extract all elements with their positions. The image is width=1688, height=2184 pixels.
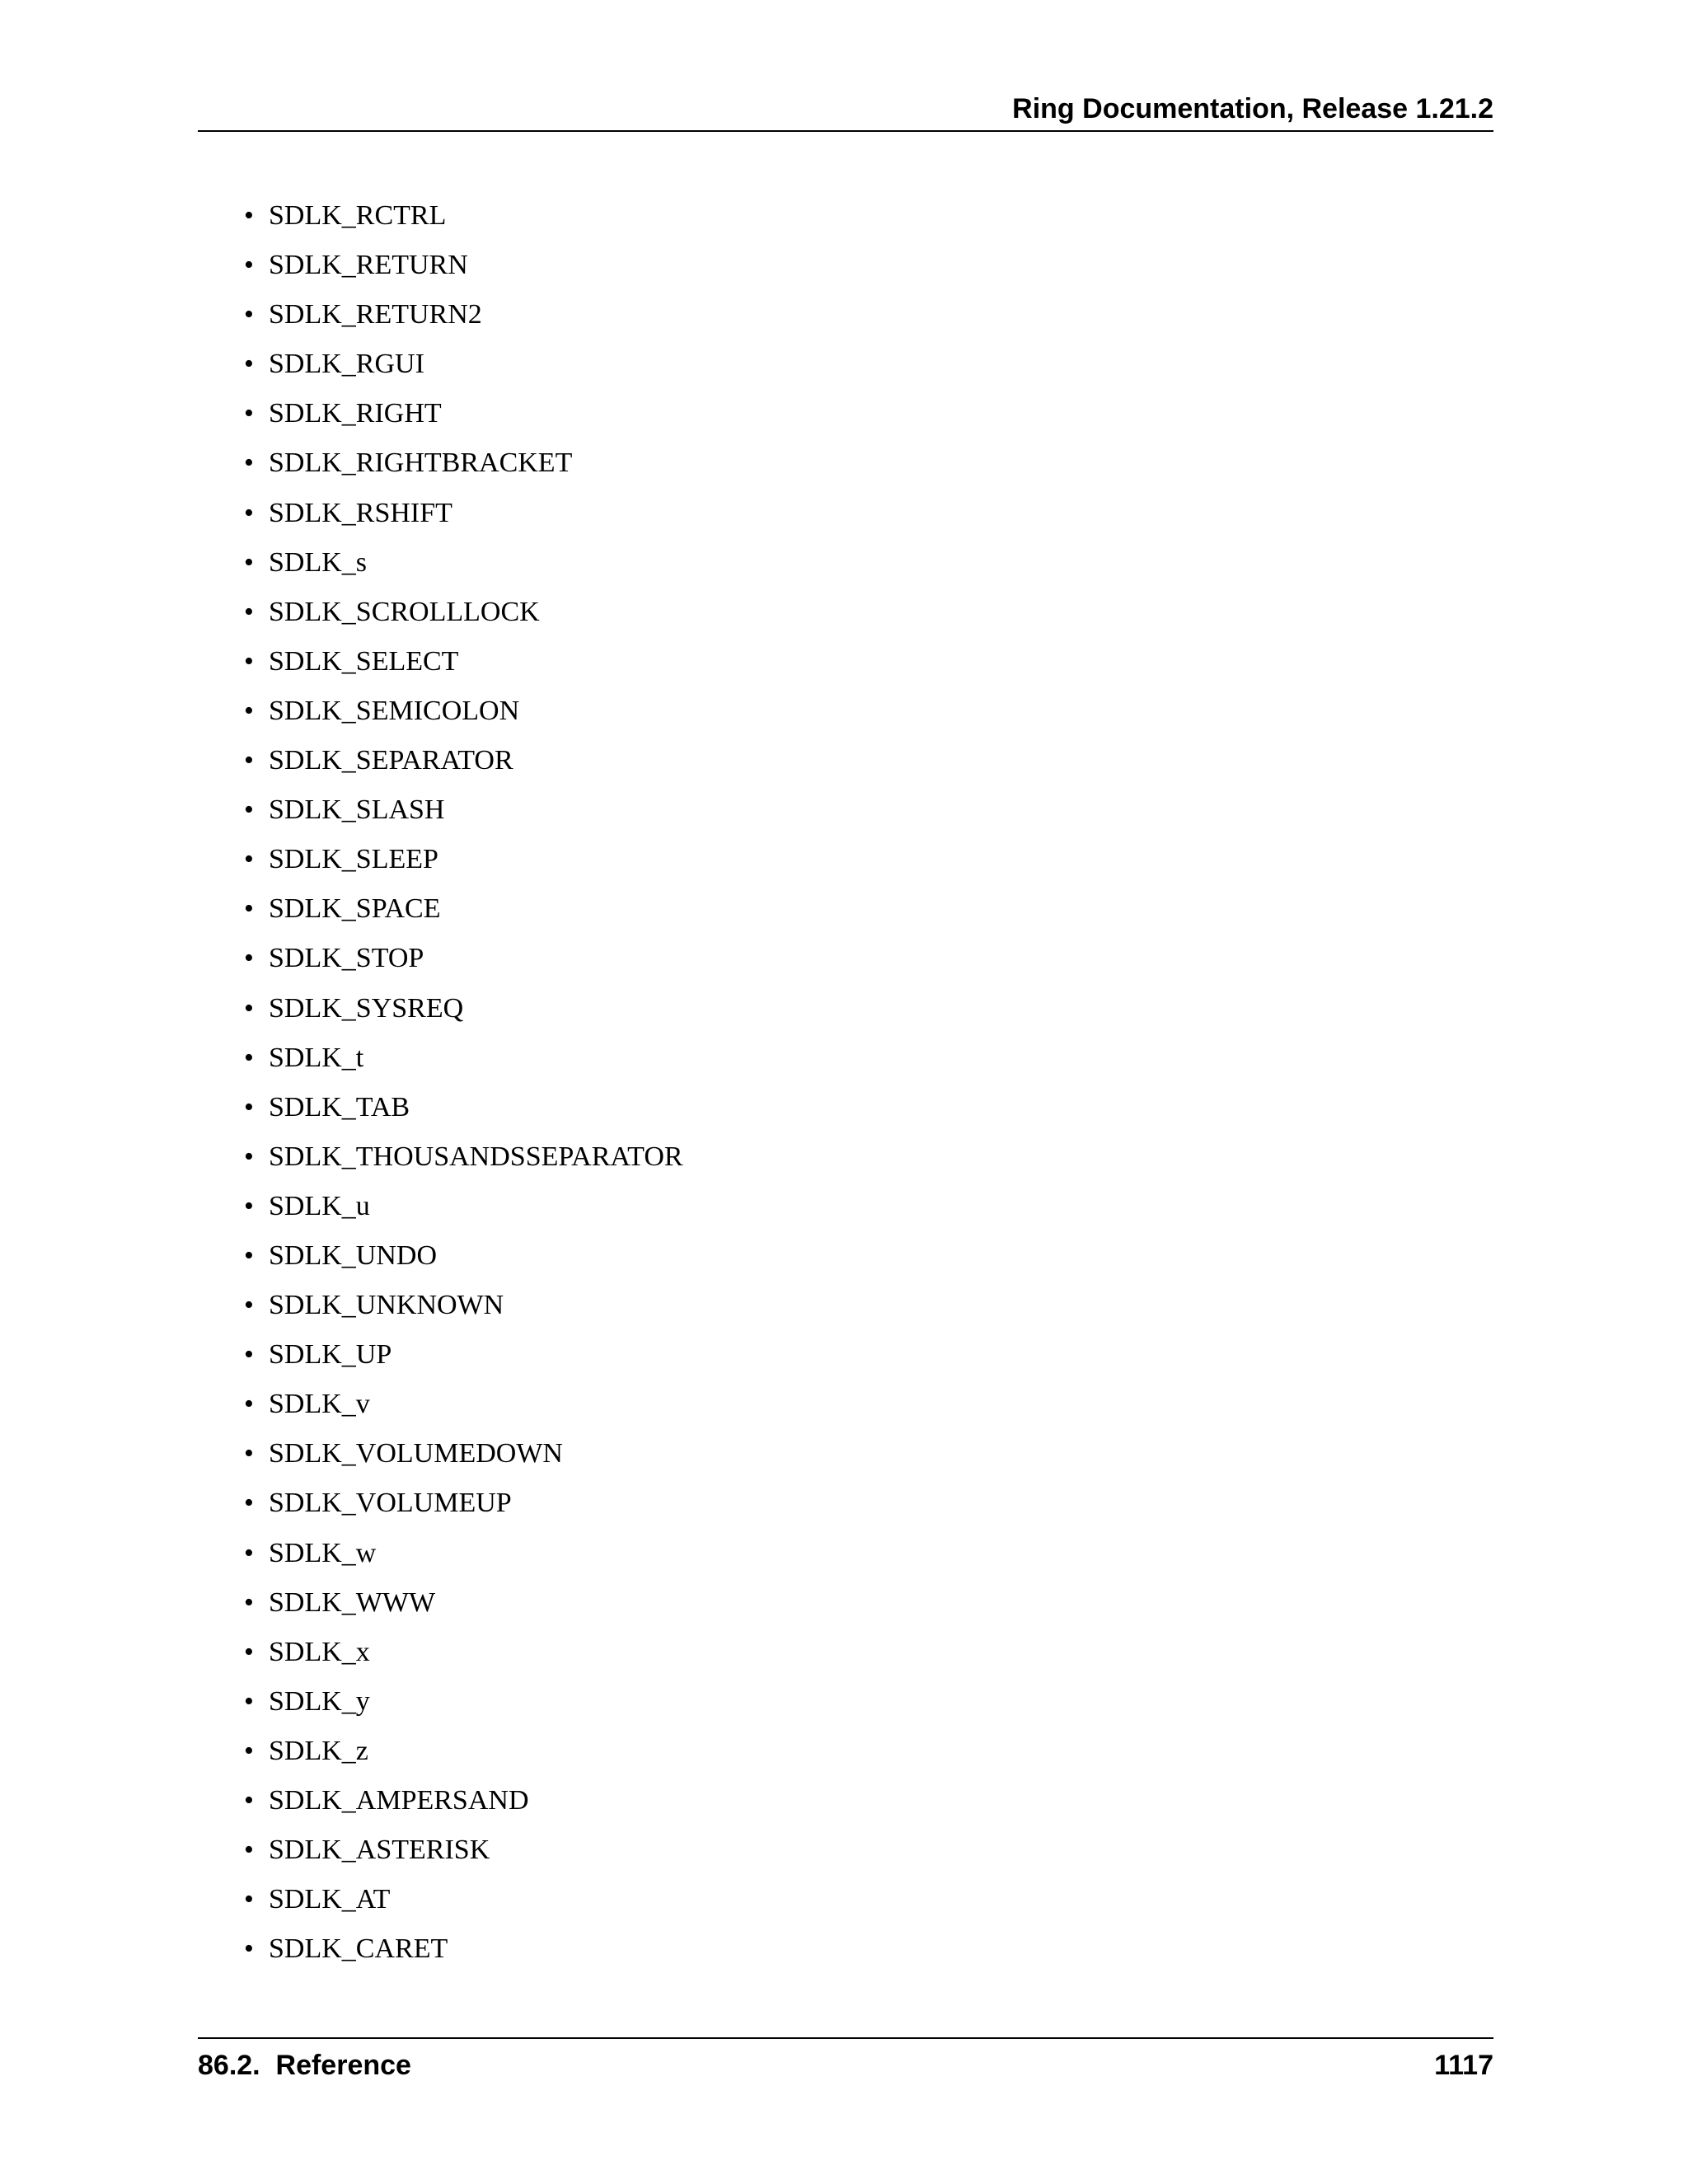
list-item [236, 987, 683, 1037]
list-item-label: SDLK_RETURN2 [269, 299, 482, 330]
list-item-label: SDLK_ASTERISK [269, 1835, 490, 1866]
list-item-label: SDLK_UNDO [269, 1240, 437, 1271]
bullet-icon: • [244, 1438, 254, 1469]
list-item-label: SDLK_UP [269, 1339, 392, 1371]
bullet-icon: • [244, 893, 254, 925]
list-item [236, 442, 683, 491]
list-item-label: SDLK_RIGHT [269, 398, 442, 429]
bullet-icon: • [244, 1785, 254, 1816]
bullet-icon: • [244, 1537, 254, 1568]
bullet-icon: • [244, 497, 254, 528]
list-item-label: SDLK_THOUSANDSSEPARATOR [269, 1141, 683, 1172]
bullet-icon: • [244, 1884, 254, 1915]
list-item [236, 492, 683, 541]
list-item-label: SDLK_y [269, 1685, 370, 1717]
list-item-label: SDLK_VOLUMEDOWN [269, 1438, 563, 1469]
list-item [236, 392, 683, 442]
list-item-label: SDLK_SLEEP [269, 844, 438, 875]
list-item [236, 1680, 683, 1730]
list-item [236, 1235, 683, 1284]
list-item [236, 343, 683, 392]
bullet-icon: • [244, 794, 254, 826]
list-item-label: SDLK_t [269, 1042, 364, 1073]
bullet-icon: • [244, 299, 254, 330]
bullet-icon: • [244, 1735, 254, 1766]
list-item [236, 789, 683, 838]
bullet-icon: • [244, 943, 254, 974]
list-item [236, 739, 683, 789]
bullet-icon: • [244, 992, 254, 1024]
list-item [236, 541, 683, 591]
list-item-label: SDLK_AT [269, 1884, 391, 1915]
list-item [236, 1037, 683, 1086]
list-item-label: SDLK_SELECT [269, 645, 459, 677]
list-item-label: SDLK_AMPERSAND [269, 1785, 529, 1816]
bullet-icon: • [244, 1091, 254, 1122]
list-item [236, 244, 683, 293]
list-item-label: SDLK_SLASH [269, 794, 445, 826]
bullet-icon: • [244, 1933, 254, 1965]
list-item-label: SDLK_UNKNOWN [269, 1290, 504, 1321]
list-item [236, 194, 683, 244]
bullet-icon: • [244, 200, 254, 231]
list-item [236, 1730, 683, 1779]
list-item [236, 1185, 683, 1235]
list-item [236, 690, 683, 739]
bullet-icon: • [244, 398, 254, 429]
list-item-label: SDLK_VOLUMEUP [269, 1488, 512, 1519]
list-item-label: SDLK_WWW [269, 1586, 436, 1618]
list-item [236, 1878, 683, 1928]
bullet-icon: • [244, 1488, 254, 1519]
bullet-icon: • [244, 844, 254, 875]
list-item-label: SDLK_u [269, 1190, 370, 1221]
list-item [236, 1333, 683, 1383]
list-item-label: SDLK_x [269, 1636, 370, 1667]
list-item-label: SDLK_RSHIFT [269, 497, 452, 528]
bullet-icon: • [244, 448, 254, 479]
list-item [236, 640, 683, 690]
list-item-label: SDLK_RETURN [269, 250, 468, 281]
list-item-label: SDLK_RGUI [269, 349, 424, 380]
bullet-icon: • [244, 645, 254, 677]
bullet-icon: • [244, 1190, 254, 1221]
list-item [236, 1928, 683, 1977]
list-item-label: SDLK_SYSREQ [269, 992, 464, 1024]
list-item [236, 1779, 683, 1829]
section-reference: 86.2. Reference [198, 2050, 411, 2081]
bullet-icon: • [244, 1586, 254, 1618]
page-number: 1117 [1434, 2050, 1493, 2081]
bullet-icon: • [244, 695, 254, 726]
list-item [236, 1136, 683, 1185]
bullet-icon: • [244, 1835, 254, 1866]
bullet-icon: • [244, 745, 254, 776]
list-item [236, 1631, 683, 1680]
bullet-icon: • [244, 1042, 254, 1073]
bullet-icon: • [244, 1685, 254, 1717]
list-item [236, 937, 683, 987]
list-item [236, 1086, 683, 1136]
list-item [236, 1432, 683, 1482]
list-item [236, 1532, 683, 1582]
list-item-label: SDLK_STOP [269, 943, 424, 974]
list-item-label: SDLK_SEPARATOR [269, 745, 513, 776]
list-item [236, 1582, 683, 1631]
list-item-label: SDLK_RCTRL [269, 200, 447, 231]
list-item-label: SDLK_RIGHTBRACKET [269, 448, 573, 479]
list-item [236, 1383, 683, 1432]
bullet-icon: • [244, 596, 254, 627]
list-item-label: SDLK_CARET [269, 1933, 448, 1965]
bullet-icon: • [244, 349, 254, 380]
page-header [198, 89, 1493, 132]
list-item-label: SDLK_z [269, 1735, 368, 1766]
list-item [236, 591, 683, 640]
list-item-label: SDLK_SCROLLLOCK [269, 596, 540, 627]
list-item-label: SDLK_v [269, 1389, 370, 1420]
bullet-icon: • [244, 250, 254, 281]
bullet-icon: • [244, 1389, 254, 1420]
bullet-icon: • [244, 546, 254, 578]
list-item-label: SDLK_TAB [269, 1091, 410, 1122]
bullet-icon: • [244, 1290, 254, 1321]
list-item [236, 838, 683, 888]
bullet-icon: • [244, 1636, 254, 1667]
page-footer [198, 2037, 1493, 2088]
list-item-label: SDLK_w [269, 1537, 377, 1568]
list-item-label: SDLK_SPACE [269, 893, 441, 925]
bullet-icon: • [244, 1141, 254, 1172]
list-item-label: SDLK_SEMICOLON [269, 695, 520, 726]
list-item [236, 1829, 683, 1878]
bullet-icon: • [244, 1240, 254, 1271]
list-item [236, 888, 683, 937]
list-item [236, 1284, 683, 1333]
list-item [236, 293, 683, 343]
list-item-label: SDLK_s [269, 546, 368, 578]
bullet-icon: • [244, 1339, 254, 1371]
list-item [236, 1482, 683, 1531]
keycode-list [236, 194, 683, 1977]
document-title: Ring Documentation, Release 1.21.2 [1012, 93, 1493, 124]
